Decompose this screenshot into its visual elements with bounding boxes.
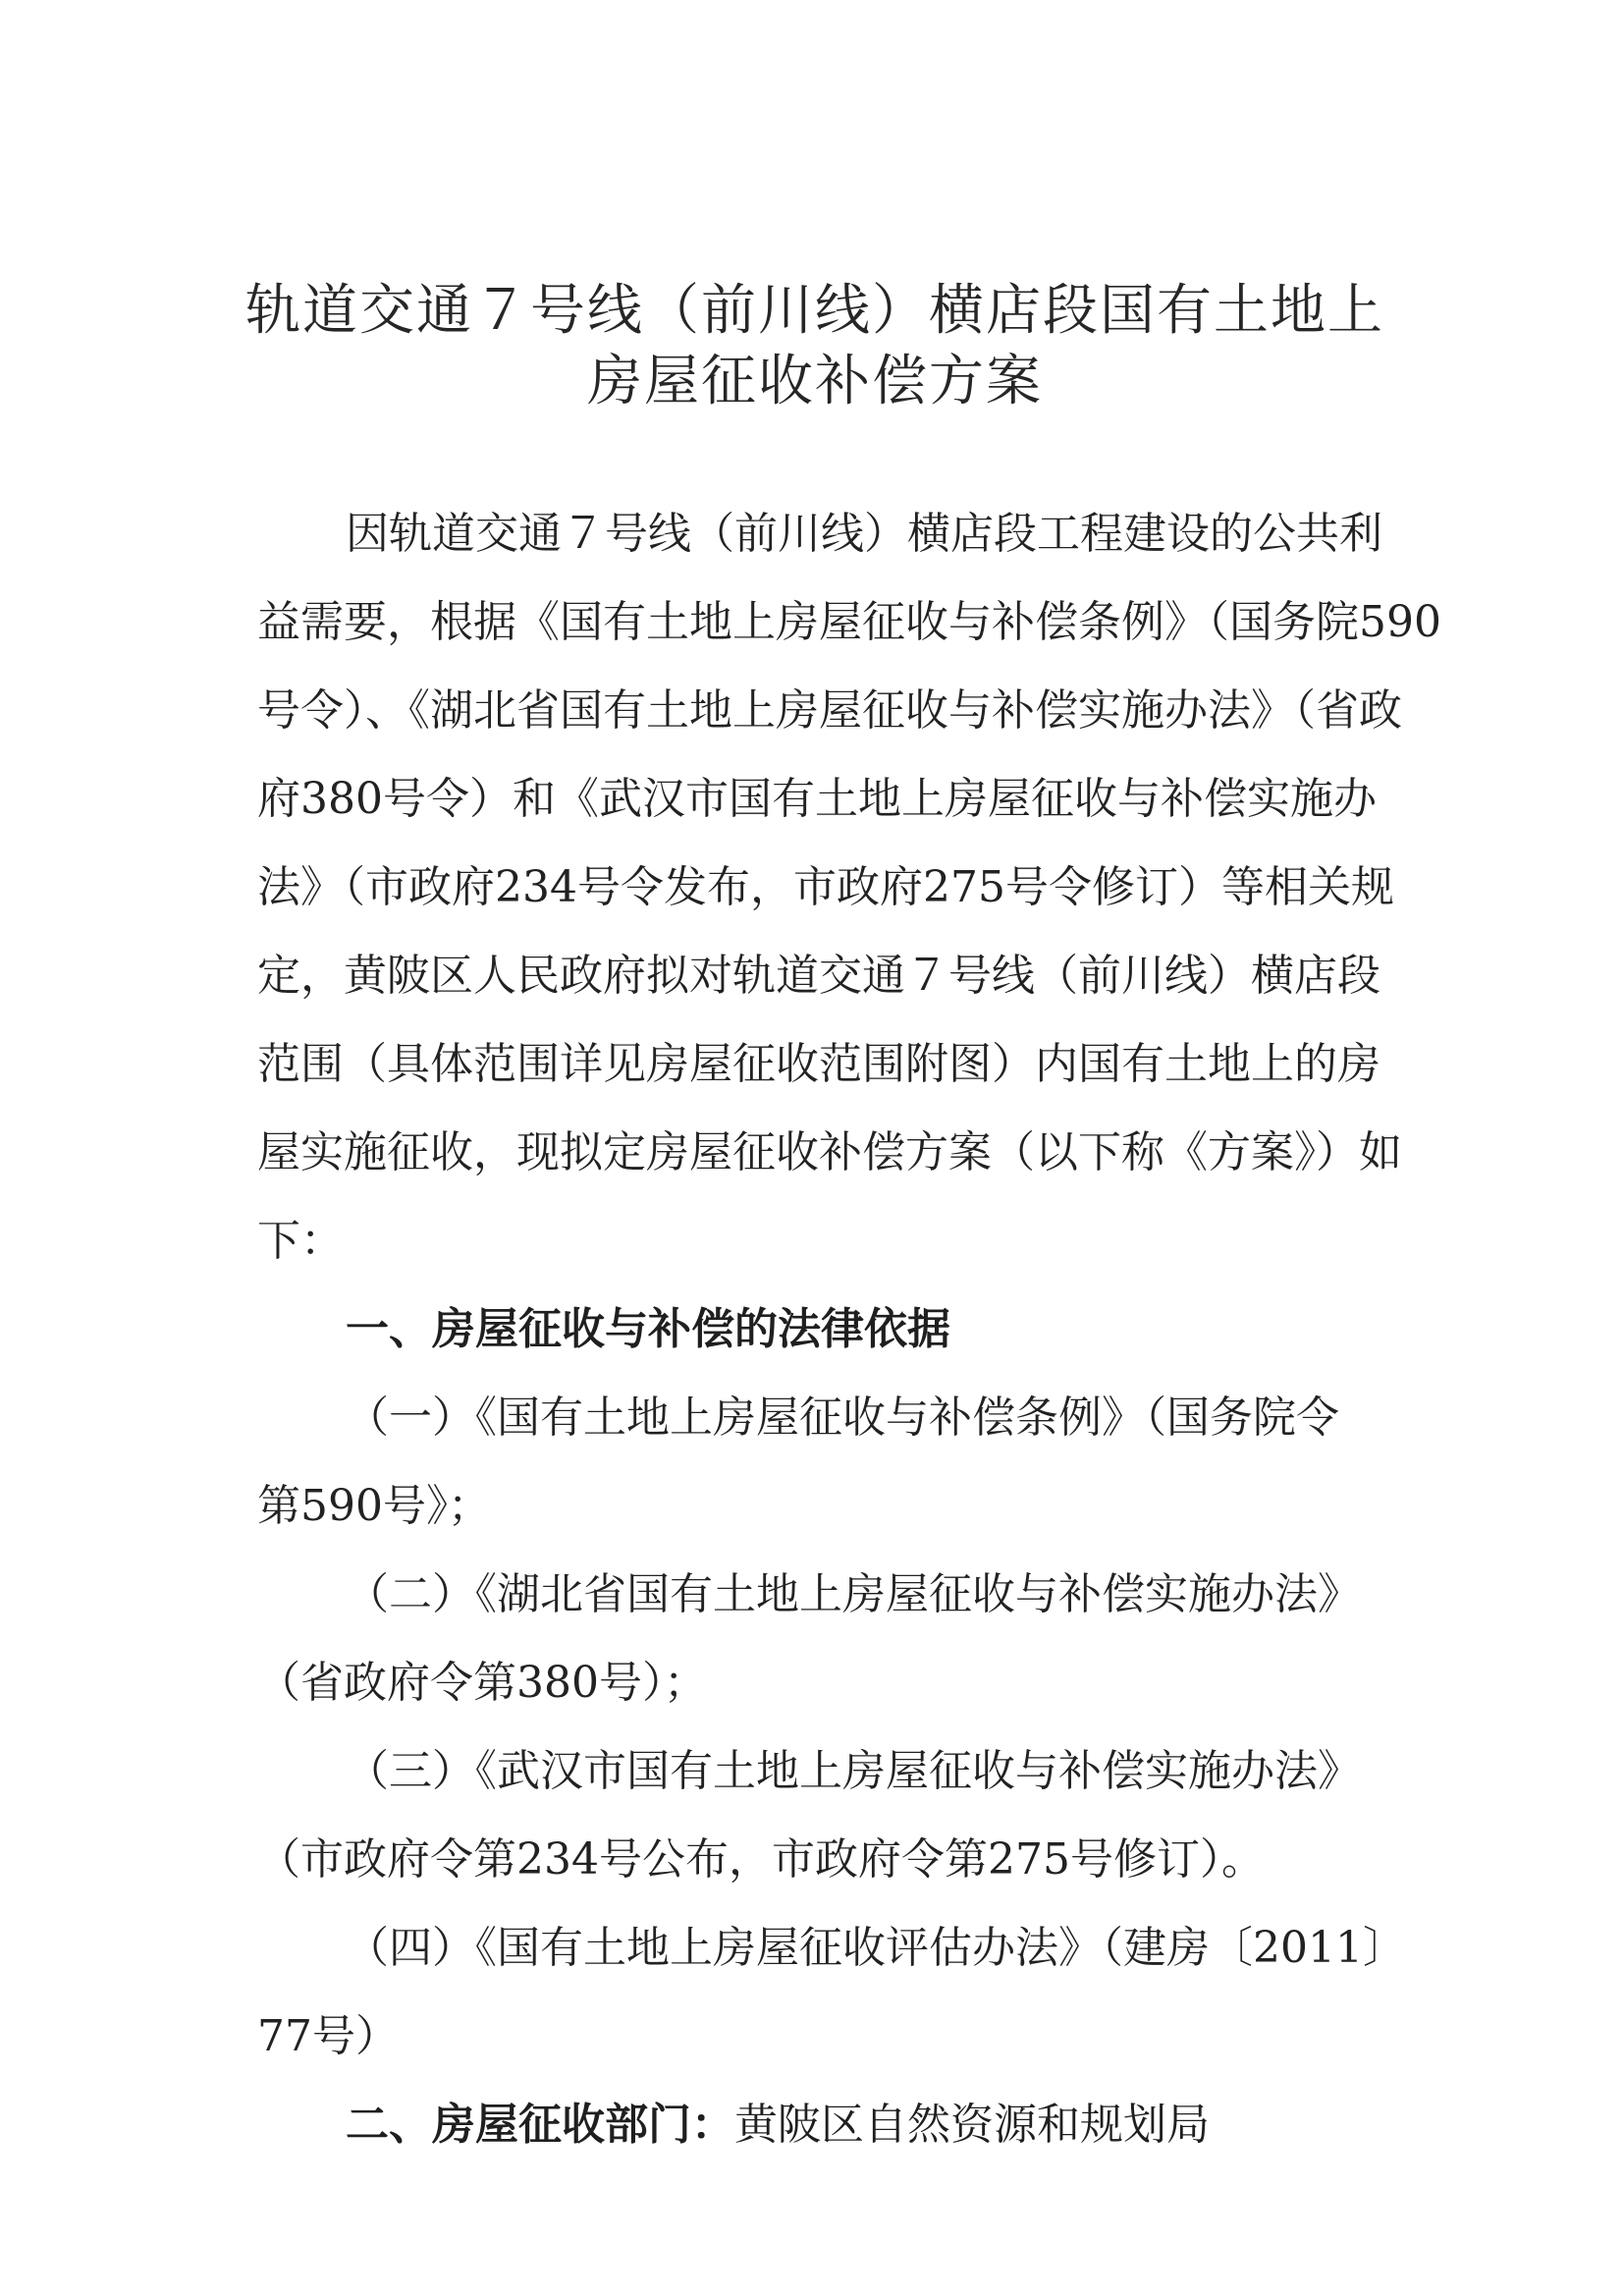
intro-paragraph-line: 因轨道交通７号线（前川线）横店段工程建设的公共利 xyxy=(346,509,1382,559)
basis-item-4-line-2: 77号） xyxy=(257,2011,399,2061)
basis-item-2-line-1: （二）《湖北省国有土地上房屋征收与补偿实施办法》 xyxy=(346,1569,1361,1619)
basis-item-3-line-1: （三）《武汉市国有土地上房屋征收与补偿实施办法》 xyxy=(346,1746,1361,1796)
basis-item-3-line-2: （市政府令第234号公布，市政府令第275号修订）。 xyxy=(257,1834,1265,1885)
section-2-line xyxy=(346,2098,1210,2153)
document-title-line-1: 轨道交通７号线（前川线）横店段国有土地上 xyxy=(245,279,1384,343)
basis-item-1-line-1: （一）《国有土地上房屋征收与补偿条例》（国务院令 xyxy=(346,1393,1339,1443)
intro-paragraph-line: 益需要，根据《国有土地上房屋征收与补偿条例》（国务院590 xyxy=(257,597,1441,647)
section-1-heading: 一、房屋征收与补偿的法律依据 xyxy=(346,1304,950,1354)
intro-paragraph-line: 下： xyxy=(257,1216,344,1266)
basis-item-4-line-1: （四）《国有土地上房屋征收评估办法》（建房〔2011〕 xyxy=(346,1923,1406,1973)
document-title-line-2: 房屋征收补偿方案 xyxy=(587,350,1043,413)
section-2-value: 黄陂区自然资源和规划局 xyxy=(734,2100,1210,2150)
intro-paragraph-line: 法》（市政府234号令发布，市政府275号令修订）等相关规 xyxy=(257,862,1394,912)
intro-paragraph-line: 范围（具体范围详见房屋征收范围附图）内国有土地上的房 xyxy=(257,1039,1380,1089)
intro-paragraph-line: 号令）、《湖北省国有土地上房屋征收与补偿实施办法》（省政 xyxy=(257,685,1402,736)
basis-item-2-line-2: （省政府令第380号）； xyxy=(257,1658,707,1708)
intro-paragraph-line: 定，黄陂区人民政府拟对轨道交通７号线（前川线）横店段 xyxy=(257,951,1380,1001)
intro-paragraph-line: 屋实施征收，现拟定房屋征收补偿方案（以下称《方案》）如 xyxy=(257,1127,1402,1177)
section-2-heading: 二、房屋征收部门： xyxy=(346,2100,734,2150)
basis-item-1-line-2: 第590号》； xyxy=(257,1481,491,1531)
intro-paragraph-line: 府380号令）和《武汉市国有土地上房屋征收与补偿实施办 xyxy=(257,774,1377,824)
